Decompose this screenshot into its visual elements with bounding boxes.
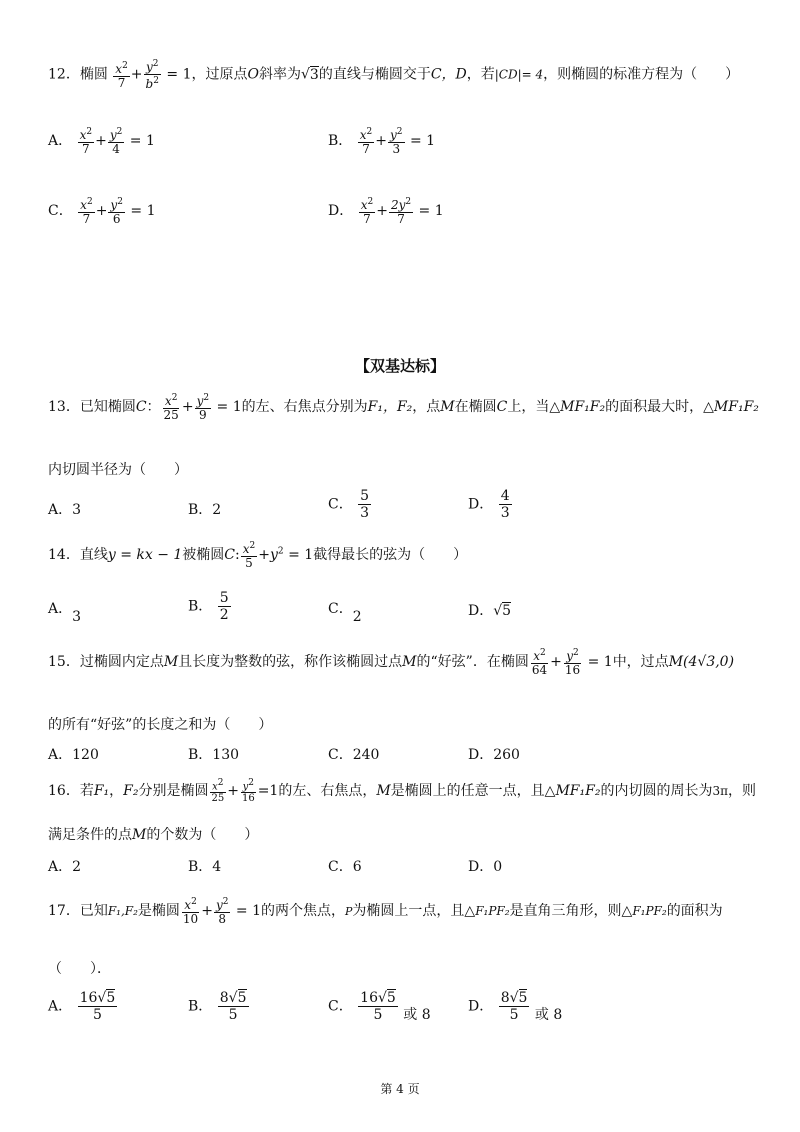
q16-option-a[interactable]: A．2 (48, 859, 82, 875)
q17-option-c[interactable]: C． $\frac{16√5}{5}$ 或 8 (328, 990, 431, 1023)
q12-number: 12． (48, 66, 80, 83)
q14-number: 14． (48, 547, 80, 563)
q16-ellipse-eq: $\frac{x^2}{25}$ (211, 778, 225, 805)
q16-stem: 16．若F₁，F₂分别是椭圆 $\frac{x^2}{25}$ + $\frac{y^2}{16}$ =1的左、右焦点，M是椭圆上的任意一点，且△MF₁F₂的内切圆的周长为3π，则 (48, 778, 756, 805)
q12-ellipse-eq: $\frac{x^2}{7}$ (115, 60, 128, 90)
q15-option-b[interactable]: B．130 (188, 747, 240, 763)
q13-stem-line2: 内切圆半径为（ ） (48, 462, 188, 478)
q15-stem: 15．过椭圆内定点M且长度为整数的弦，称作该椭圆过点M的“好弦”．在椭圆 $\frac{x^2}{64}$ + $\frac{y^2}{16}$ = 1中，过点M(4√3,0) (48, 648, 735, 677)
q15-option-c[interactable]: C．240 (328, 747, 380, 763)
q12-option-b[interactable]: B． $\frac{x^2}{7}$ + $\frac{y^2}{3}$ = 1 (328, 127, 436, 156)
q13-ellipse-eq: $\frac{x^2}{25}$ (163, 393, 179, 422)
q16-option-b[interactable]: B．4 (188, 859, 222, 875)
q17-stem-line2: （ ）． (48, 961, 111, 977)
section-title: 【双基达标】 (354, 357, 445, 375)
q14-stem: 14．直线y = kx − 1被椭圆C: $\frac{x^2}{5}$ $+y^2 = 1$截得最长的弦为（ ） (48, 541, 468, 570)
q12-option-a[interactable]: A． $\frac{x^2}{7}$ + $\frac{y^2}{4}$ = 1 (48, 127, 155, 156)
q13-option-a[interactable]: A．3 (48, 502, 82, 518)
q15-option-a[interactable]: A．120 (48, 747, 99, 763)
q14-option-a[interactable]: A．3 (48, 601, 82, 625)
q15-point: M(4√3,0) (668, 654, 735, 670)
q13-option-d[interactable]: D． $\frac{4}{3}$ (468, 488, 510, 521)
q15-ellipse-eq: $\frac{x^2}{64}$ (531, 648, 548, 677)
q15-stem-line2: 的所有“好弦”的长度之和为（ ） (48, 717, 273, 733)
q17-number: 17． (48, 903, 80, 919)
q14-ellipse-eq: $\frac{x^2}{5}$ (242, 541, 256, 570)
q14-option-b[interactable]: B． $\frac{5}{2}$ (188, 590, 229, 623)
q16-number: 16． (48, 783, 80, 800)
q16-option-d[interactable]: D．0 (468, 859, 503, 875)
q17-option-d[interactable]: D． $\frac{8√5}{5}$ 或 8 (468, 990, 563, 1023)
q14-line-eq: y = kx − 1 (107, 547, 183, 563)
page-number: 第 4 页 (380, 1082, 420, 1096)
q13-number: 13． (48, 399, 80, 415)
q15-number: 15． (48, 654, 80, 670)
q12-cd-condition: |CD|= 4 (494, 67, 544, 82)
q14-option-c[interactable]: C．2 (328, 601, 362, 625)
q12-stem: 12．椭圆 $\frac{x^2}{7}$ + $\frac{y^2}{b^2}$ = 1，过原点O斜率为√3的直线与椭圆交于C，D，若|CD|= 4，则椭圆的标准方程为（ ） (48, 59, 740, 91)
q16-option-c[interactable]: C．6 (328, 859, 362, 875)
q14-option-d[interactable]: D．√5 (468, 603, 512, 619)
q13-option-b[interactable]: B．2 (188, 502, 222, 518)
q17-ellipse-eq: $\frac{x^2}{10}$ (182, 897, 199, 926)
q17-option-a[interactable]: A． $\frac{16√5}{5}$ (48, 990, 116, 1023)
q13-option-c[interactable]: C． $\frac{5}{3}$ (328, 488, 370, 521)
q16-stem-line2: 满足条件的点M的个数为（ ） (48, 827, 259, 843)
q12-option-c[interactable]: C． $\frac{x^2}{7}$ + $\frac{y^2}{6}$ = 1 (48, 197, 156, 226)
q15-option-d[interactable]: D．260 (468, 747, 520, 763)
q17-option-b[interactable]: B． $\frac{8√5}{5}$ (188, 990, 247, 1023)
q17-stem: 17．已知F₁,F₂是椭圆 $\frac{x^2}{10}$ + $\frac{y^2}{8}$ = 1的两个焦点，P为椭圆上一点，且△F₁PF₂是直角三角形，则△F₁PF₂的面积为 (48, 897, 723, 926)
q12-option-d[interactable]: D． $\frac{x^2}{7}$ + $\frac{2y^2}{7}$ = 1 (328, 197, 444, 226)
q13-stem: 13．已知椭圆C： $\frac{x^2}{25}$ + $\frac{y^2}{9}$ = 1的左、右焦点分别为F₁，F₂，点M在椭圆C上，当△MF₁F₂的面积最大时，△MF₁F₂ (48, 393, 759, 422)
